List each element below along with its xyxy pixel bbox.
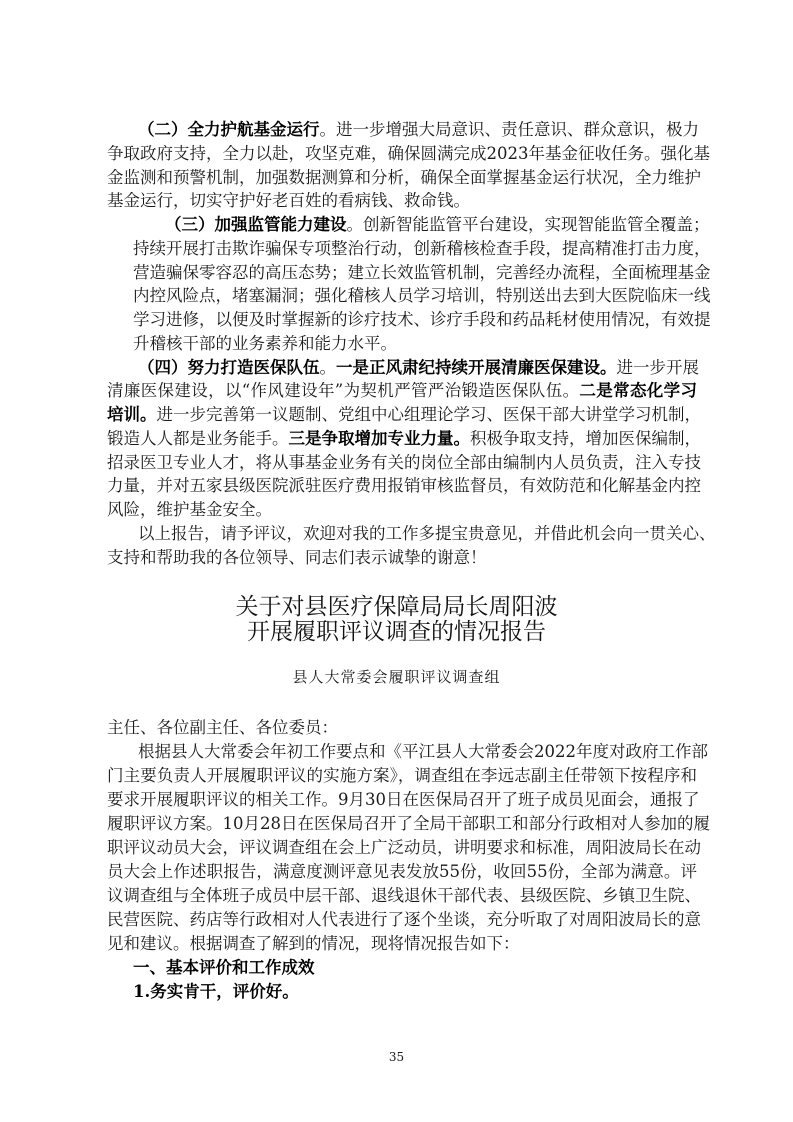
text-line: [138, 118, 697, 142]
bold-text: 1.务实肯干，评价好。: [133, 982, 299, 1001]
bold-text: 一是正风肃纪持续开展清廉医保建设。: [336, 357, 617, 377]
text-run: 争取政府支持，全力以赴，攻坚克难，确保圆满完成2023年基金征收任务。强化基: [107, 143, 710, 163]
text-run: 民营医院、药店等行政相对人代表进行了逐个坐谈，充分听取了对周阳波局长的意: [107, 910, 701, 929]
text-line: [107, 788, 700, 812]
text-run: 持续开展打击欺诈骗保专项整治行动，创新稽核检查手段，提高精准打击力度，: [133, 238, 711, 258]
text-run: 员大会上作述职报告，满意度测评意见表发放55份，收回55份，全部为满意。评: [107, 862, 697, 881]
text-run: 风险，维护基金安全。: [107, 500, 272, 519]
text-line: [138, 522, 716, 546]
text-run: 积极争取支持，增加医保编制，: [470, 428, 701, 448]
text-line: [133, 284, 711, 308]
text-run: 升稽核干部的业务素养和能力水平。: [133, 333, 397, 353]
bold-text: 三是争取增加专业力量。: [288, 428, 470, 448]
text-line: [107, 403, 701, 427]
text-line: [133, 237, 711, 261]
text-line: [107, 716, 338, 740]
text-run: 内控风险点，堵塞漏洞；强化稽核人员学习培训，特别送出去到大医院临床一线: [133, 286, 711, 306]
text-line: [133, 980, 299, 1004]
bold-text: 二是常态化学习: [579, 381, 698, 401]
text-line: [107, 451, 701, 475]
text-line: [107, 498, 272, 522]
text-line: [107, 379, 697, 403]
bold-text: （二）全力护航基金运行: [138, 120, 320, 139]
text-line: [107, 764, 697, 788]
text-run: 门主要负责人开展履职评议的实施方案》，调查组在李远志副主任带领下按程序和: [107, 766, 697, 785]
text-run: 要求开展履职评议的相关工作。9月30日在医保局召开了班子成员见面会，通报了: [107, 790, 700, 809]
text-line: [107, 908, 701, 932]
text-run: 见和建议。根据调查了解到的情况，现将情况报告如下：: [107, 934, 520, 953]
text-run: 进一步开展: [616, 357, 699, 377]
text-line: [107, 546, 487, 570]
text-run: 根据县人大常委会年初工作要点和《平江县人大常委会2022年度对政府工作部: [138, 742, 708, 761]
report-author: 县人大常委会履职评议调查组: [292, 668, 501, 686]
text-line: [107, 427, 701, 451]
page-number: 35: [388, 1050, 405, 1064]
text-run: 主任、各位副主任、各位委员：: [107, 718, 338, 737]
text-run: 锻造人人都是业务能手。: [107, 428, 289, 448]
text-line: [165, 213, 710, 237]
text-line: [133, 261, 711, 285]
report-title-line2: 开展履职评议调查的情况报告: [247, 619, 546, 645]
text-line: [138, 740, 708, 764]
text-run: 学习进修，以便及时掌握新的诊疗技术、诊疗手段和药品耗材使用情况，有效提: [133, 310, 711, 329]
text-line: [107, 189, 470, 213]
bold-text: （三）加强监管能力建设: [165, 215, 347, 234]
text-line: [107, 166, 701, 190]
text-run: 招录医卫专业人才，将从事基金业务有关的岗位全部由编制内人员负责，注入专技: [107, 452, 701, 472]
text-run: 以上报告，请予评议，欢迎对我的工作多提宝贵意见，并借此机会向一贯关心、: [138, 524, 716, 543]
text-line: [107, 474, 701, 498]
text-run: 金监测和预警机制，加强数据测算和分析，确保全面掌握基金运行状况，全力维护: [107, 167, 701, 187]
text-line: [133, 956, 315, 980]
text-line: [133, 332, 397, 356]
text-line: [107, 142, 710, 166]
text-line: [138, 356, 697, 380]
bold-text: 一、基本评价和工作成效: [133, 958, 315, 977]
report-title-line1: 关于对县医疗保障局局长周阳波: [235, 594, 558, 620]
text-run: 。进一步增强大局意识、责任意识、群众意识，极力: [319, 120, 699, 139]
text-line: [107, 812, 710, 836]
text-line: [107, 836, 701, 860]
text-line: [107, 932, 520, 956]
text-run: 。创新智能监管平台建设，实现智能监管全覆盖；: [346, 215, 710, 234]
text-run: 履职评议方案。10月28日在医保局召开了全局干部职工和部分行政相对人参加的履: [107, 814, 710, 833]
text-run: 基金运行，切实守护好老百姓的看病钱、救命钱。: [107, 191, 470, 211]
text-run: 力量，并对五家县级医院派驻医疗费用报销审核监督员，有效防范和化解基金内控: [107, 476, 701, 496]
text-run: 支持和帮助我的各位领导、同志们表示诚挚的谢意！: [107, 547, 487, 567]
text-run: 议调查组与全体班子成员中层干部、退线退休干部代表、县级医院、乡镇卫生院、: [107, 886, 701, 905]
text-line: [107, 860, 697, 884]
text-run: 职评议动员大会，评议调查组在会上广泛动员，讲明要求和标准，周阳波局长在动: [107, 838, 701, 857]
text-run: 营造骗保零容忍的高压态势；建立长效监管机制，完善经办流程，全面梳理基金: [133, 262, 711, 282]
text-run: 。: [319, 357, 336, 377]
bold-text: 培训。: [107, 405, 157, 424]
text-run: 清廉医保建设，以“作风建设年”为契机严管严治锻造医保队伍。: [107, 381, 580, 401]
text-line: [107, 884, 701, 908]
bold-text: （四）努力打造医保队伍: [138, 357, 320, 377]
text-run: 进一步完善第一议题制、党组中心组理论学习、医保干部大讲堂学习机制，: [156, 405, 701, 424]
text-line: [133, 308, 711, 332]
